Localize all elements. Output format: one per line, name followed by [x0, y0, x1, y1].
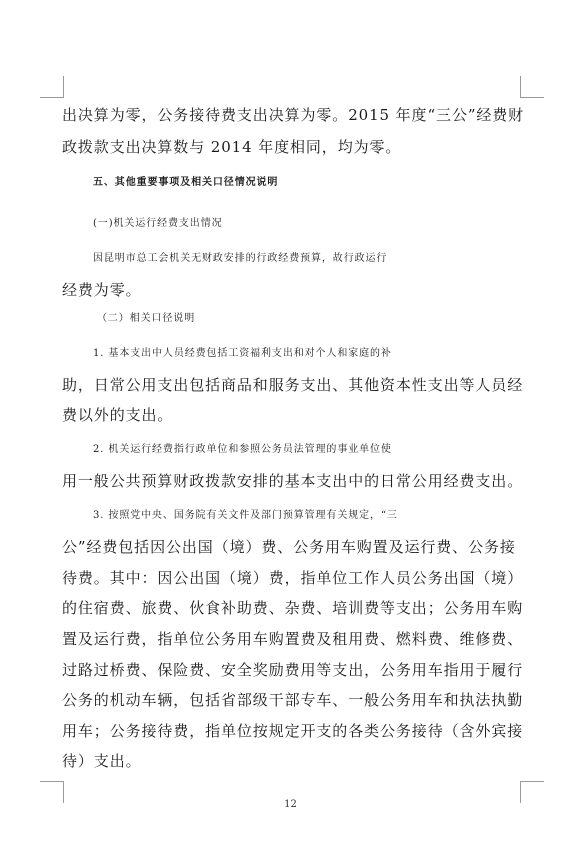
text-line: 3. 按照党中央、国务院有关文件及部门预算管理有关规定，“三 [93, 510, 398, 521]
text-line: 用一般公共预算财政拨款安排的基本支出中的日常公用经费支出。 [62, 472, 524, 490]
text-line: 费以外的支出。 [62, 406, 174, 424]
text-line: 过路过桥费、保险费、安全奖励费用等支出，公务用车指用于履行 [62, 661, 524, 679]
crop-mark-top-right-h [520, 97, 544, 98]
subsection-heading: (一)机关运行经费支出情况 [93, 218, 223, 229]
text-line: 2. 机关运行经费指行政单位和参照公务员法管理的事业单位使 [93, 444, 392, 455]
text-line: 出决算为零，公务接待费支出决算为零。2015 年度“三公”经费财 [62, 106, 525, 124]
text-line: 置及运行费，指单位公务用车购置费及租用费、燃料费、维修费、 [62, 630, 524, 648]
crop-mark-top-right-v [520, 76, 521, 98]
text-line: 助，日常公用支出包括商品和服务支出、其他资本性支出等人员经 [62, 376, 524, 394]
text-line: 的住宿费、旅费、伙食补助费、杂费、培训费等支出；公务用车购 [62, 599, 524, 617]
subsection-heading: （二）相关口径说明 [97, 313, 196, 324]
crop-mark-top-left-v [63, 76, 64, 98]
text-line: 政拨款支出决算数与 2014 年度相同，均为零。 [62, 138, 402, 156]
text-line: 待）支出。 [62, 752, 142, 770]
crop-mark-bottom-right-h [520, 781, 544, 782]
text-line: 公务的机动车辆，包括省部级干部专车、一般公务用车和执法执勤 [62, 691, 524, 709]
text-line: 因昆明市总工会机关无财政安排的行政经费预算，故行政运行 [93, 253, 388, 264]
text-line: 公”经费包括因公出国（境）费、公务用车购置及运行费、公务接 [62, 538, 516, 556]
text-line: 1. 基本支出中人员经费包括工资福利支出和对个人和家庭的补 [93, 348, 392, 359]
crop-mark-top-left-h [40, 97, 64, 98]
section-heading: 五、其他重要事项及相关口径情况说明 [93, 177, 279, 188]
text-line: 待费。其中：因公出国（境）费，指单位工作人员公务出国（境） [62, 569, 524, 587]
crop-mark-bottom-left-h [40, 781, 64, 782]
text-line: 用车；公务接待费，指单位按规定开支的各类公务接待（含外宾接 [62, 722, 524, 740]
text-line: 经费为零。 [62, 281, 142, 299]
page-number: 12 [284, 799, 297, 810]
